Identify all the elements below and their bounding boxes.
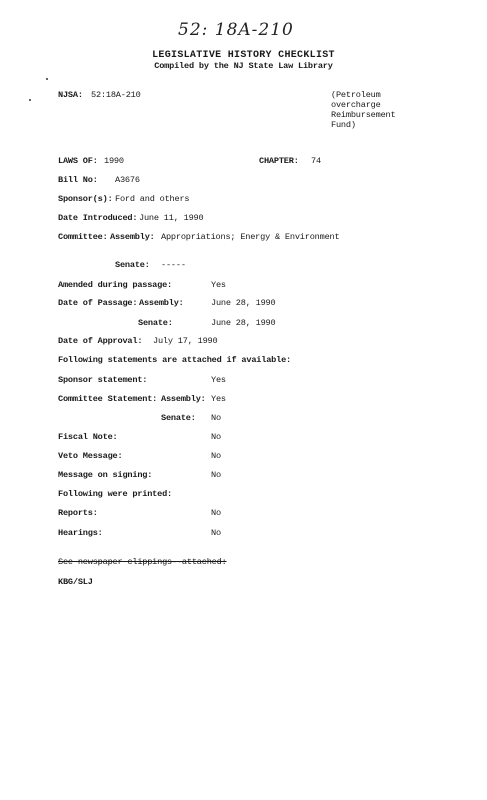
hearings-value: No [211,528,221,538]
document-subtitle: Compiled by the NJ State Law Library [154,61,333,71]
chapter-label: CHAPTER: [259,156,299,166]
reports-label: Reports: [58,508,98,518]
signing-message-value: No [211,470,221,480]
subject-note-line: Reimbursement [331,110,396,120]
reports-value: No [211,508,221,518]
committee-statement-label: Committee Statement: [58,394,158,404]
committee-assembly-value: Appropriations; Energy & Environment [161,232,340,242]
document-title: LEGISLATIVE HISTORY CHECKLIST [152,50,335,61]
date-introduced-label: Date Introduced: [58,213,138,223]
clippings-note: See newspaper clippings--attached: [58,557,227,567]
committee-statement-senate-value: No [211,413,221,423]
chapter-value: 74 [311,156,321,166]
passage-assembly-value: June 28, 1990 [211,298,276,308]
subject-note-line: overcharge [331,100,381,110]
veto-message-label: Veto Message: [58,451,123,461]
sponsors-label: Sponsor(s): [58,194,113,204]
sponsor-statement-value: Yes [211,375,226,385]
passage-label: Date of Passage: [58,298,138,308]
sponsor-statement-label: Sponsor statement: [58,375,148,385]
amended-label: Amended during passage: [58,280,173,290]
njsa-label: NJSA: [58,90,83,100]
scan-mark [46,78,48,80]
fiscal-note-value: No [211,432,221,442]
sponsors-value: Ford and others [115,194,190,204]
subject-note [331,90,395,130]
passage-senate-value: June 28, 1990 [211,318,276,328]
signing-message-label: Message on signing: [58,470,153,480]
committee-statement-assembly-value: Yes [211,394,226,404]
committee-statement-assembly-label: Assembly: [161,394,206,404]
fiscal-note-label: Fiscal Note: [58,432,118,442]
passage-senate-label: Senate: [138,318,173,328]
approval-label: Date of Approval: [58,336,143,346]
handwritten-reference: 52: 18A-210 [178,20,294,40]
subject-note-line: Fund) [331,120,356,130]
bill-no-label: Bill No: [58,175,98,185]
laws-of-label: LAWS OF: [58,156,98,166]
committee-statement-senate-label: Senate: [161,413,196,423]
committee-senate-label: Senate: [115,260,150,270]
date-introduced-value: June 11, 1990 [139,213,204,223]
bill-no-value: A3676 [115,175,140,185]
subject-note-line: (Petroleum [331,90,381,100]
laws-of-value: 1990 [104,156,124,166]
veto-message-value: No [211,451,221,461]
scan-mark [29,99,31,101]
attached-heading: Following statements are attached if available: [58,355,291,365]
amended-value: Yes [211,280,226,290]
committee-label: Committee: [58,232,108,242]
initials: KBG/SLJ [58,577,93,587]
committee-assembly-label: Assembly: [110,232,155,242]
printed-heading: Following were printed: [58,489,173,499]
passage-assembly-label: Assembly: [139,298,184,308]
hearings-label: Hearings: [58,528,103,538]
njsa-value: 52:18A-210 [91,90,141,100]
committee-senate-value: ----- [161,260,186,270]
approval-value: July 17, 1990 [153,336,218,346]
